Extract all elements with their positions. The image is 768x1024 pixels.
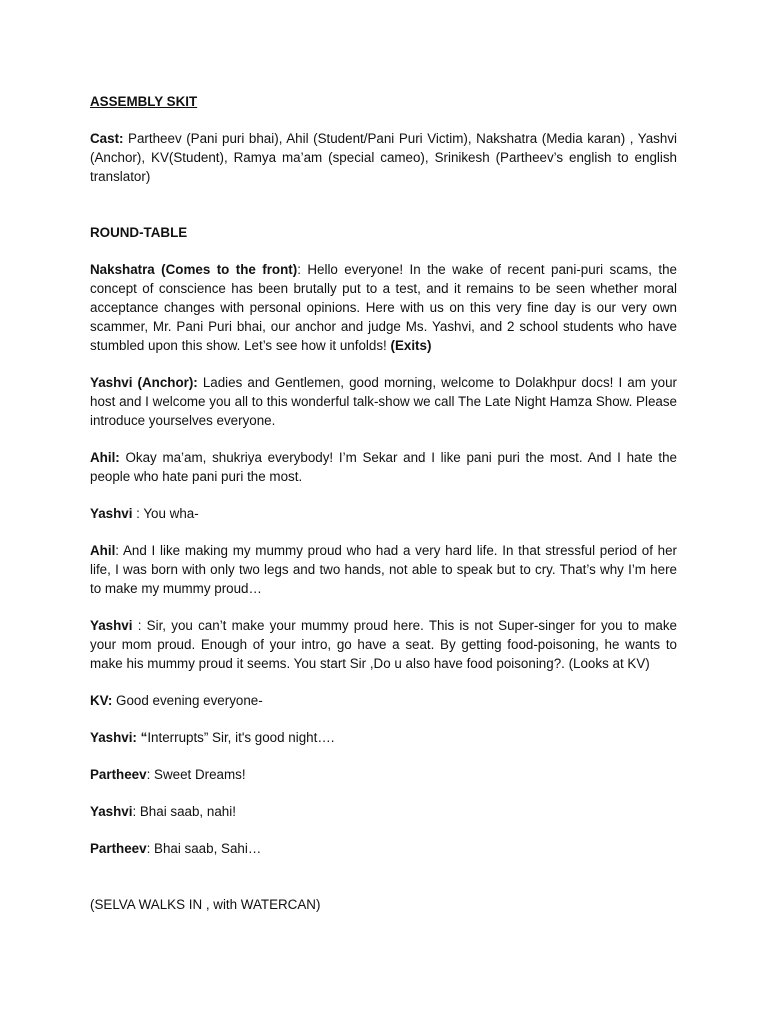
speaker-name: Ahil — [90, 543, 116, 558]
cast-label: Cast: — [90, 131, 124, 146]
document-title: ASSEMBLY SKIT — [90, 94, 198, 109]
dialogue-line — [90, 448, 677, 486]
dialogue-text: : Sir, you can’t make your mummy proud here. This is not Super-singer for you to make your mom proud. Enough of your intro, go have a seat. By getting food-poisoning, he wants to make his mummy proud it seems. You start Sir ,Do u also have food poisoning?. (Looks at KV) — [90, 618, 677, 671]
dialogue-line — [90, 802, 677, 821]
document-page — [90, 92, 677, 932]
speaker-name: Ahil: — [90, 450, 120, 465]
dialogue-text: Ladies and Gentlemen, good morning, welcome to Dolakhpur docs! I am your host and I welcome you all to this wonderful talk-show we call The Late Night Hamza Show. Please introduce yourselves everyone. — [90, 375, 677, 428]
section-heading: ROUND-TABLE — [90, 225, 188, 240]
dialogue-text: Okay ma’am, shukriya everybody! I’m Sekar and I like pani puri the most. And I hate the people who hate pani puri the most. — [90, 450, 677, 484]
dialogue-line — [90, 373, 677, 430]
dialogue-line — [90, 728, 677, 747]
dialogue-text: : You wha- — [132, 506, 199, 521]
speaker-name: Partheev — [90, 767, 147, 782]
stage-note: (Exits) — [390, 338, 432, 353]
dialogue-line — [90, 504, 677, 523]
dialogue-line — [90, 616, 677, 673]
speaker-name: Yashvi — [90, 506, 133, 521]
dialogue-line — [90, 541, 677, 598]
stage-direction: (SELVA WALKS IN , with WATERCAN) — [90, 897, 321, 912]
dialogue-text: : Bhai saab, Sahi… — [146, 841, 262, 856]
speaker-name: KV: — [90, 693, 113, 708]
dialogue-line — [90, 839, 677, 858]
dialogue-line — [90, 691, 677, 710]
dialogue-text: : Bhai saab, nahi! — [132, 804, 236, 819]
dialogue-line — [90, 260, 677, 355]
dialogue-text: : Sweet Dreams! — [146, 767, 246, 782]
cast-text: Partheev (Pani puri bhai), Ahil (Student/Pani Puri Victim), Nakshatra (Media karan) , Yashvi (Anchor), KV(Student), Ramya ma’am (special cameo), Srinikesh (Partheev’s english to english translator) — [90, 131, 677, 184]
speaker-name: Yashvi (Anchor): — [90, 375, 198, 390]
dialogue-text: : And I like making my mummy proud who had a very hard life. In that stressful period of her life, I was born with only two legs and two hands, not able to speak but to cry. That’s why I’m here to make my mummy proud… — [90, 543, 677, 596]
cast-paragraph — [90, 129, 677, 186]
dialogue-text: : Hello everyone! In the wake of recent pani-puri scams, the concept of conscience has been brutally put to a test, and it remains to be seen whether moral acceptance changes with personal opinions. Here with us on this very fine day is our very own scammer, Mr. Pani Puri bhai, our anchor and judge Ms. Yashvi, and 2 school students who have stumbled upon this show. Let’s see how it unfolds! — [90, 262, 677, 353]
dialogue-text: Good evening everyone- — [112, 693, 263, 708]
dialogue-text: Interrupts” Sir, it's good night…. — [147, 730, 335, 745]
speaker-name: Nakshatra (Comes to the front) — [90, 262, 298, 277]
speaker-name: Partheev — [90, 841, 147, 856]
speaker-name: Yashvi — [90, 804, 133, 819]
dialogue-line — [90, 765, 677, 784]
speaker-name: Yashvi — [90, 618, 133, 633]
speaker-name: Yashvi: “ — [90, 730, 148, 745]
